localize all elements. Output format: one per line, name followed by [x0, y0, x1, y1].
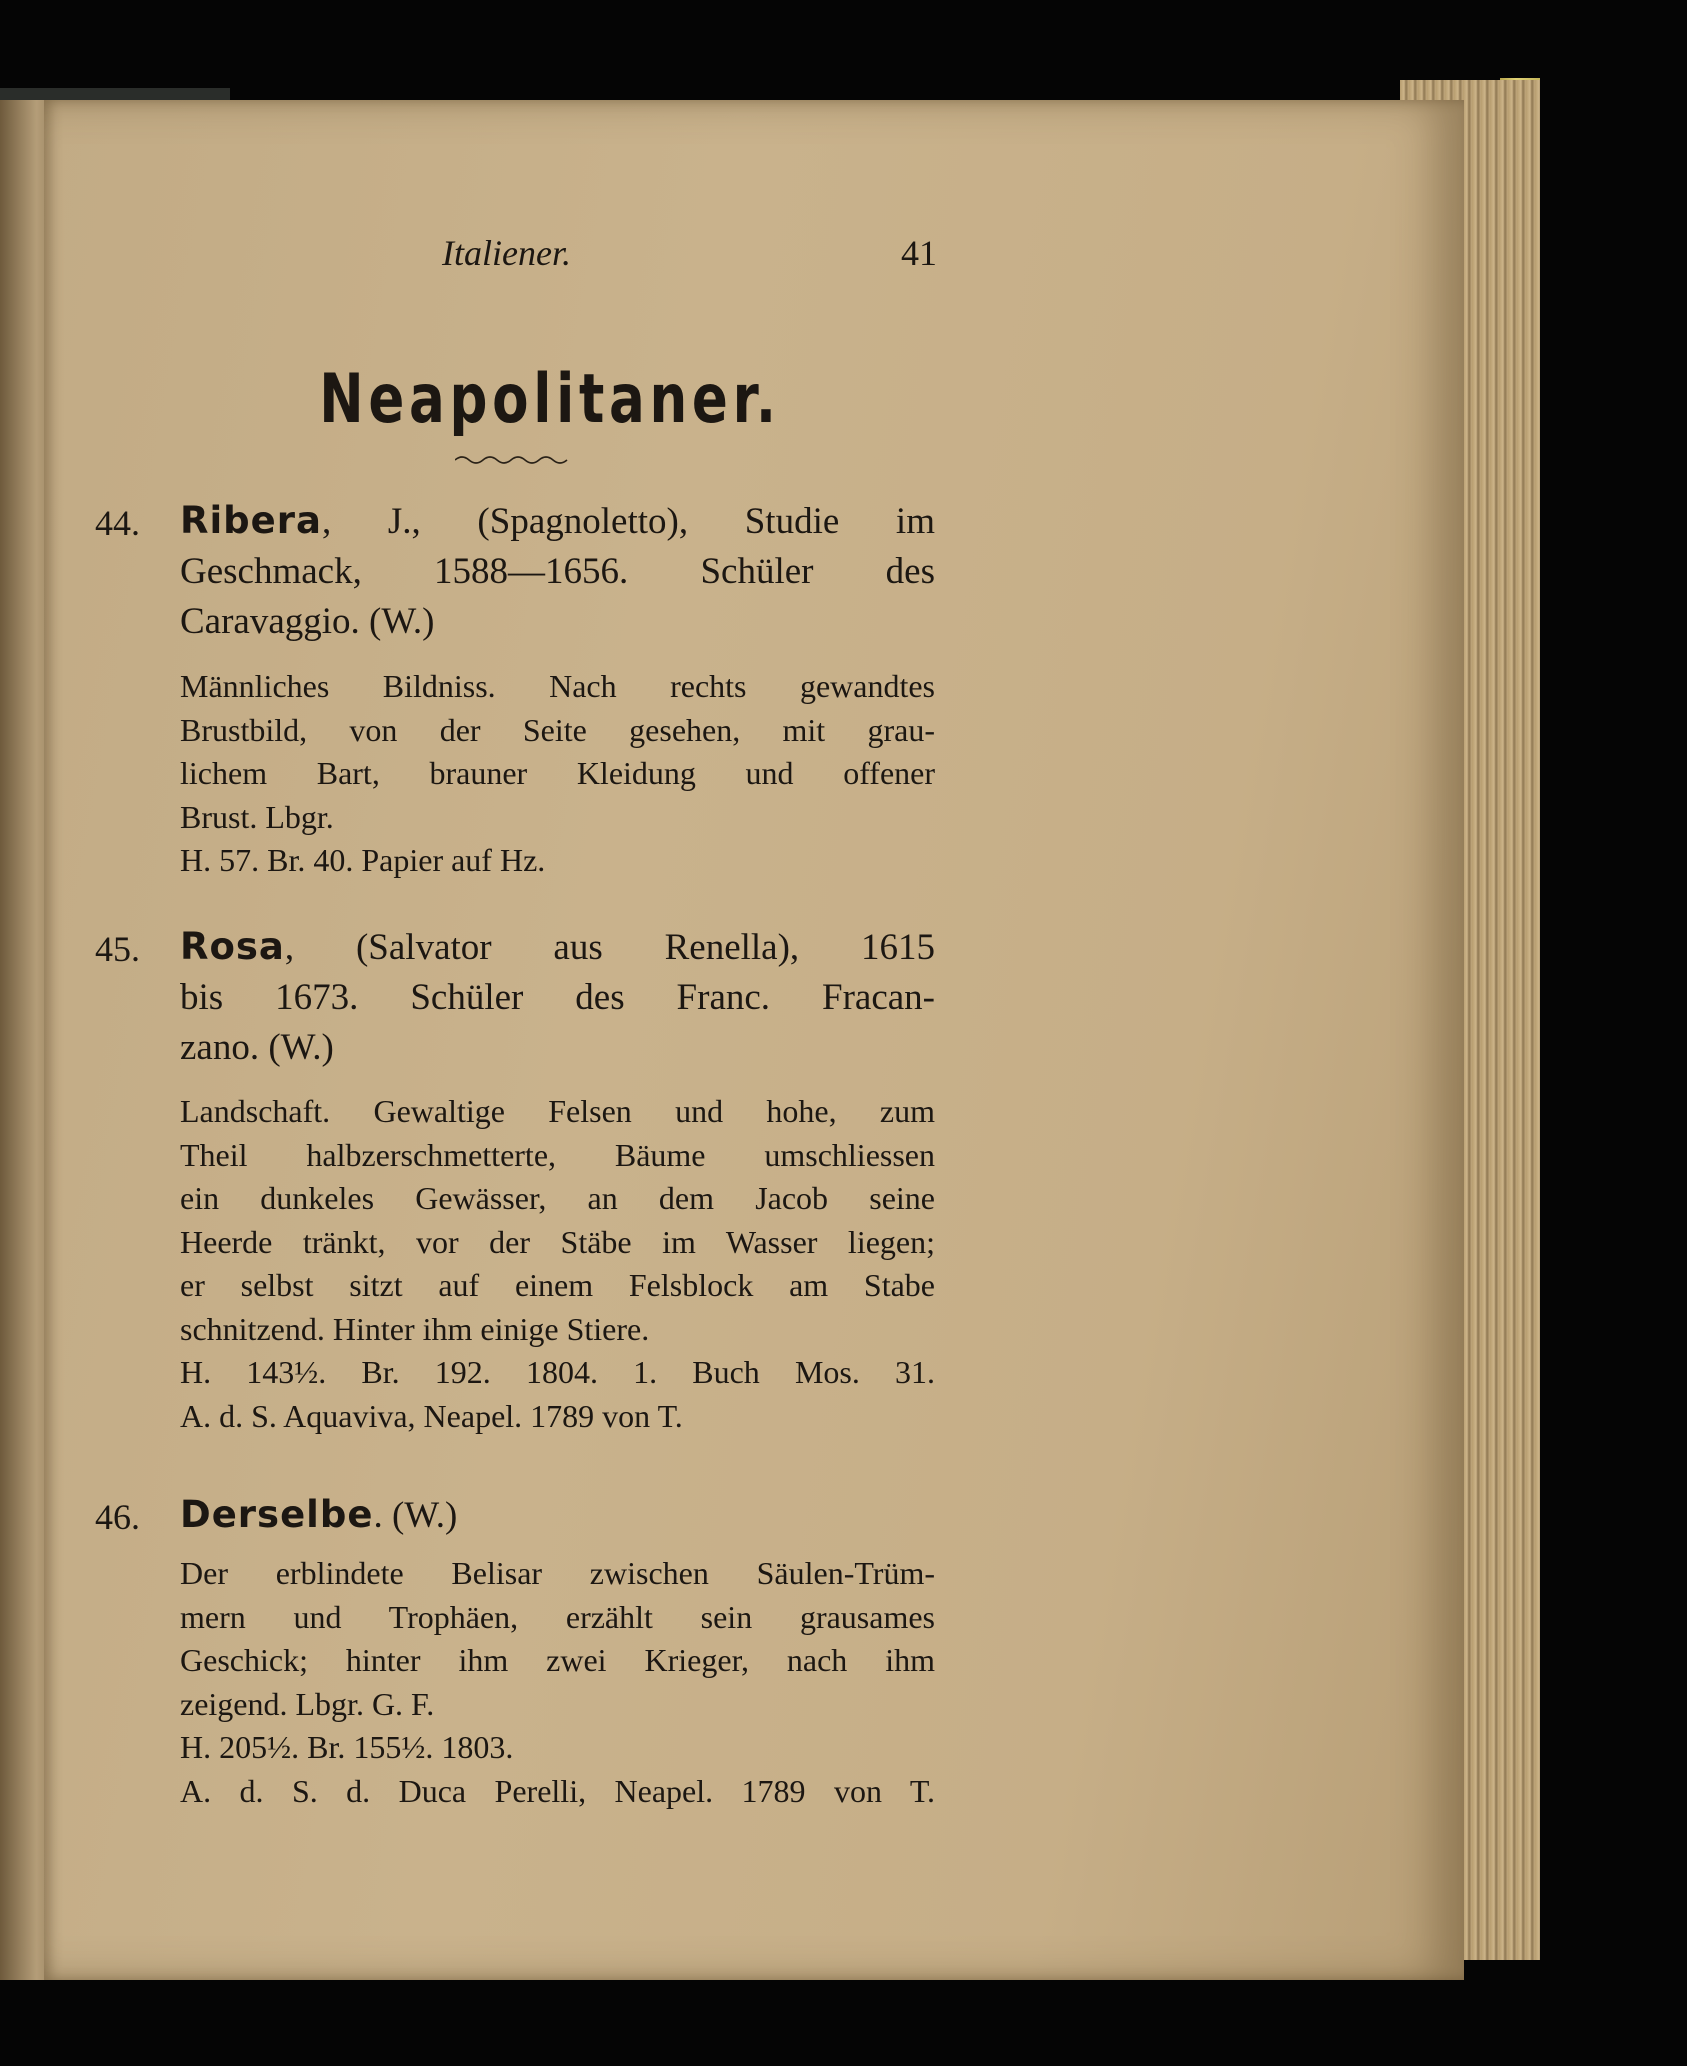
description-line: Brust. Lbgr.	[180, 798, 334, 835]
description-line: zeigend. Lbgr. G. F.	[180, 1685, 435, 1722]
description-line: schnitzend. Hinter ihm einige Stiere.	[180, 1310, 650, 1347]
running-title: Italiener.	[442, 233, 571, 273]
description-line: Landschaft. Gewaltige Felsen und hohe, zum	[180, 1093, 935, 1129]
heading-line	[180, 922, 935, 973]
entry-description	[180, 665, 935, 883]
description-line: Der erblindete Belisar zwischen Säulen-Trüm-	[180, 1555, 935, 1591]
description-line: Theil halbzerschmetterte, Bäume umschliessen	[180, 1136, 935, 1173]
description-line: mern und Trophäen, erzählt sein grausames	[180, 1598, 935, 1635]
description-line: Brustbild, von der Seite gesehen, mit grau-	[180, 711, 935, 748]
description-line: Geschick; hinter ihm zwei Krieger, nach ihm	[180, 1642, 935, 1678]
entry-heading	[180, 496, 935, 647]
entry-heading	[180, 1490, 935, 1541]
description-line: H. 205½. Br. 155½. 1803.	[180, 1729, 514, 1765]
heading-line	[180, 496, 935, 547]
heading-text: , J., (Spagnoletto), Studie im	[321, 501, 935, 542]
description-line: Männliches Bildniss. Nach rechts gewandtes	[180, 668, 935, 704]
entry-description	[180, 1090, 935, 1438]
artist-name: Derselbe	[180, 1493, 374, 1536]
entry-number: 44.	[95, 503, 140, 543]
heading-text: , (Salvator aus Renella), 1615	[284, 927, 935, 968]
section-title: Neapolitaner.	[319, 360, 781, 439]
heading-text: . (W.)	[373, 1495, 458, 1536]
heading-line: zano. (W.)	[180, 1027, 334, 1068]
description-line: H. 57. Br. 40. Papier auf Hz.	[180, 842, 546, 878]
description-line: A. d. S. d. Duca Perelli, Neapel. 1789 von T.	[180, 1772, 935, 1809]
entry-number: 46.	[95, 1497, 140, 1537]
ornament-divider	[455, 453, 570, 467]
artist-name: Rosa	[180, 925, 285, 968]
page-number: 41	[901, 233, 937, 273]
entry-description	[180, 1552, 935, 1813]
description-line: ein dunkeles Gewässer, an dem Jacob seine	[180, 1180, 935, 1216]
description-line: lichem Bart, brauner Kleidung und offener	[180, 755, 935, 791]
description-line: Heerde tränkt, vor der Stäbe im Wasser liegen;	[180, 1223, 935, 1260]
heading-line: bis 1673. Schüler des Franc. Fracan-	[180, 977, 935, 1018]
entry-heading	[180, 922, 935, 1073]
description-line: er selbst sitzt auf einem Felsblock am Stabe	[180, 1267, 935, 1303]
running-head	[177, 232, 937, 282]
artist-name: Ribera	[180, 499, 322, 542]
heading-line: Geschmack, 1588—1656. Schüler des	[180, 551, 935, 592]
heading-line: Caravaggio. (W.)	[180, 601, 435, 642]
heading-line	[180, 1490, 935, 1541]
description-line: H. 143½. Br. 192. 1804. 1. Buch Mos. 31.	[180, 1354, 935, 1390]
entry-number: 45.	[95, 929, 140, 969]
description-line: A. d. S. Aquaviva, Neapel. 1789 von T.	[180, 1397, 683, 1434]
